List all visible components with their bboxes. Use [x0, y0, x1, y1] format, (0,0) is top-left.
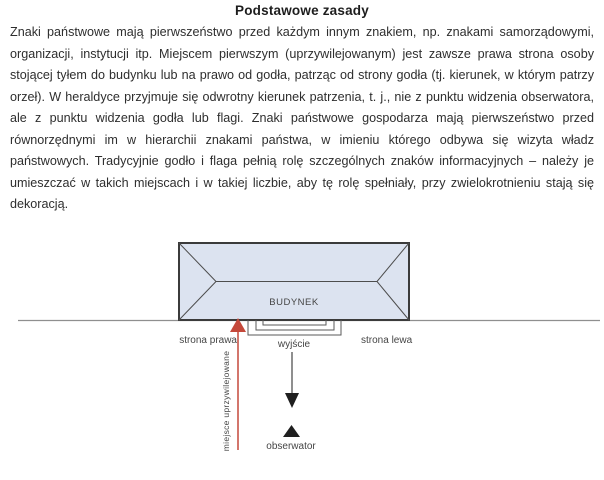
exit-label: wyjście	[277, 339, 311, 350]
observer-label: obserwator	[266, 441, 316, 452]
observer-marker-icon	[283, 425, 300, 437]
right-side-label: strona prawa	[179, 335, 237, 346]
building-label: BUDYNEK	[269, 297, 319, 308]
left-side-label: strona lewa	[361, 335, 413, 346]
body-paragraph: Znaki państwowe mają pierwszeństwo przed każdym innym znakiem, np. znakami samorządowymi, organizacji, instytucji itp. Miejscem pierwszym (uprzywilejowanym) jest zawsze prawa strona osoby stojącej tyłem do budynku lub na prawo od godła, patrząc od strony godła (tj. kierunek, w którym patrzy orzeł). W heraldyce przyjmuje się odwrotny kierunek patrzenia, t. j., nie z punktu widzenia obserwatora, ale z punktu widzenia godła lub flagi. Znaki państwowe gospodarza mają pierwszeństwo przed równorzędnymi im w hierarchii znakami państwa, w imieniu którego odbywa się wizyta władz państwowych. Tradycyjnie godło i flaga pełnią rolę szczególnych znaków informacyjnych – należy je umieszczać w takich miejscach i w takiej liczbie, aby tę rolę spełniały, przy zwielokrotnieniu stają się dekoracją.	[10, 25, 594, 211]
building-orientation-diagram	[0, 230, 604, 480]
diagram-canvas	[0, 230, 604, 480]
observer-arrow-head-icon	[285, 393, 299, 408]
entrance-steps	[248, 320, 341, 335]
page-title: Podstawowe zasady	[235, 3, 369, 18]
privileged-place-label: miejsce uprzywilejowane	[221, 350, 231, 452]
